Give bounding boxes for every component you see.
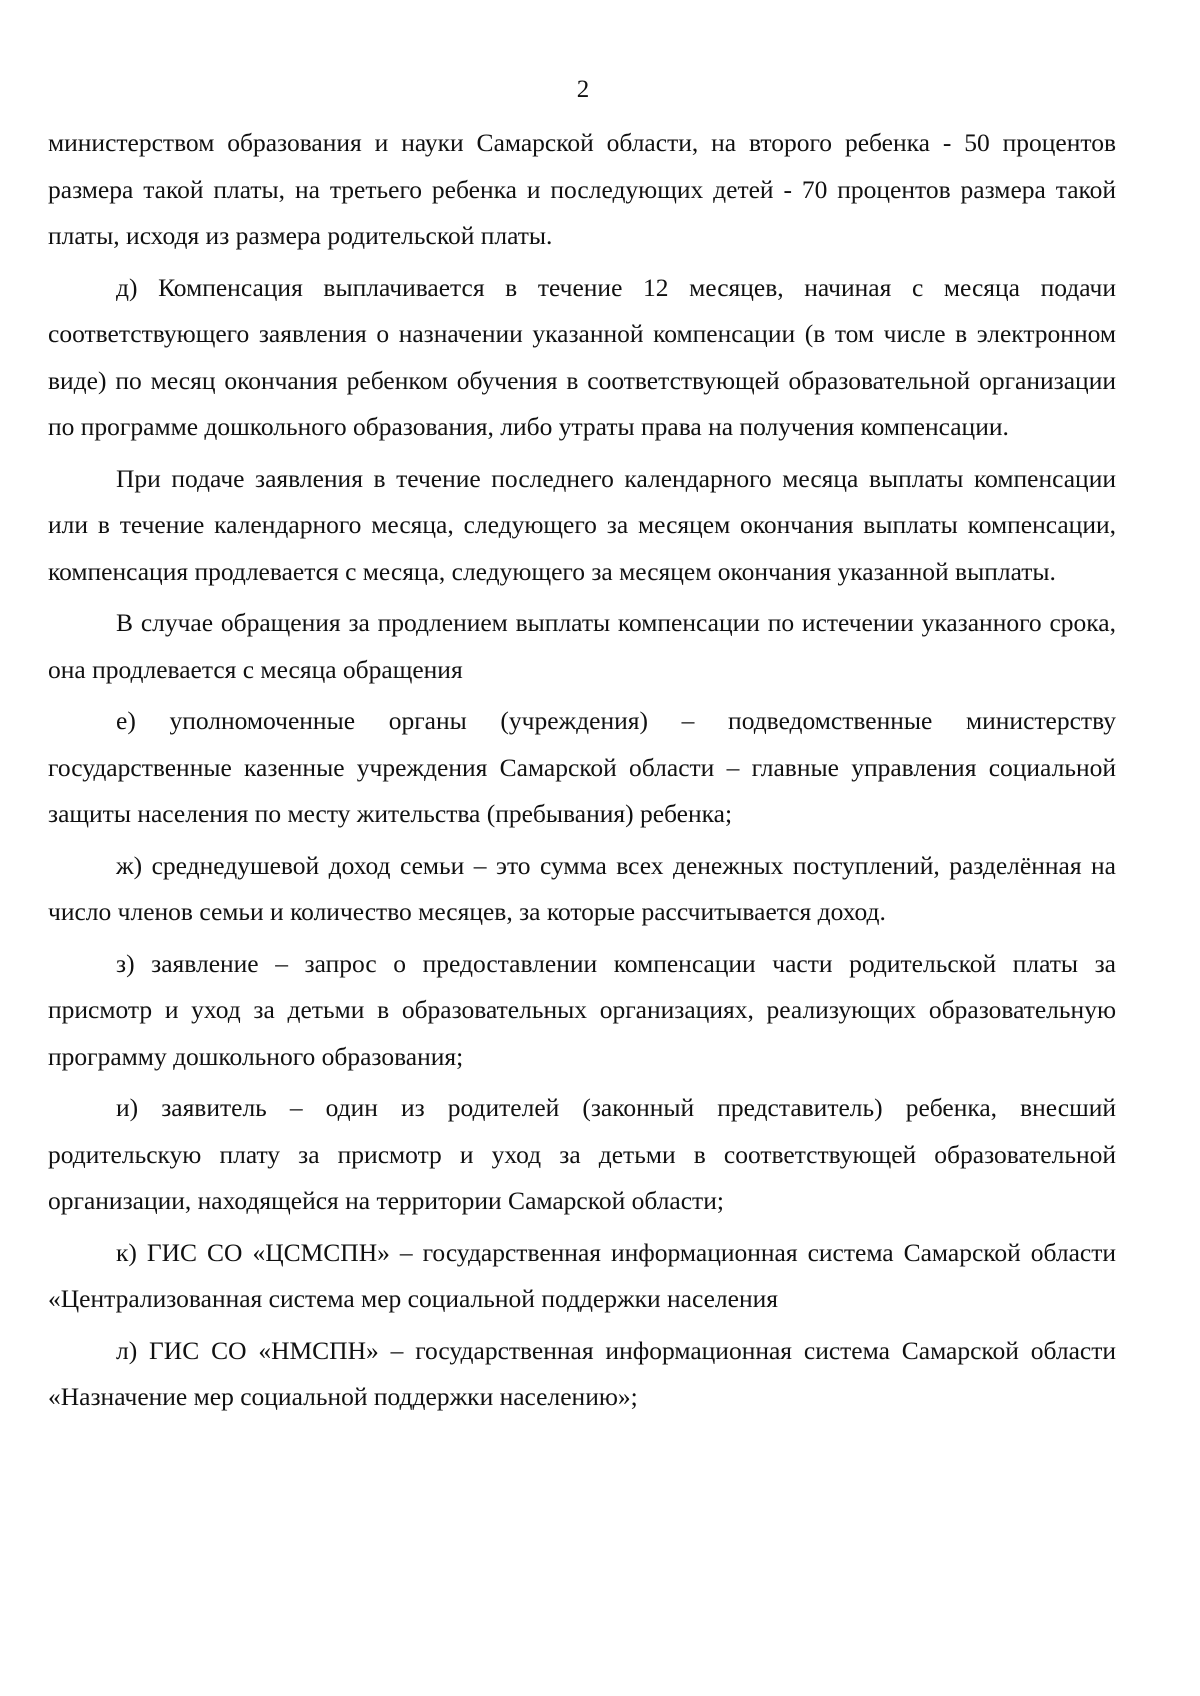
paragraph-e-authorized-bodies: е) уполномоченные органы (учреждения) – подведомственные министерству государственные казенные учреждения Самарской области – главные управления социальной защиты населения по месту жительства (пребывания) ребенка; [48, 706, 1116, 828]
paragraph-k-gis-csmspn: к) ГИС СО «ЦСМСПН» – государственная информационная система Самарской области «Централизованная система мер социальной поддержки населения [48, 1237, 1116, 1313]
paragraph-l-gis-nmspn: л) ГИС СО «НМСПН» – государственная информационная система Самарской области «Назначение мер социальной поддержки населению»; [48, 1335, 1116, 1411]
paragraph-z-application: з) заявление – запрос о предоставлении компенсации части родительской платы за присмотр и уход за детьми в образовательных организациях, реализующих образовательную программу дошкольного образования; [48, 948, 1116, 1071]
paragraph-application-extension: При подаче заявления в течение последнего календарного месяца выплаты компенсации или в течение календарного месяца, следующего за месяцем окончания выплаты компенсации, компенсация продлевается с месяца, следующего за месяцем окончания указанной выплаты. [48, 463, 1116, 586]
paragraph-i-applicant: и) заявитель – один из родителей (законный представитель) ребенка, внесший родительскую плату за присмотр и уход за детьми в соответствующей образовательной организации, находящейся на территории Самарской области; [48, 1093, 1116, 1215]
paragraph-zh-average-income: ж) среднедушевой доход семьи – это сумма всех денежных поступлений, разделённая на число членов семьи и количество месяцев, за которые рассчитывается доход. [48, 850, 1116, 926]
paragraph-continuation: министерством образования и науки Самарской области, на второго ребенка - 50 процентов размера такой платы, на третьего ребенка и последующих детей - 70 процентов размера такой платы, исходя из размера родительской платы. [48, 128, 1116, 250]
page-number: 2 [576, 76, 590, 103]
paragraph-d-compensation-period: д) Компенсация выплачивается в течение 12 месяцев, начиная с месяца подачи соответствующего заявления о назначении указанной компенсации (в том числе в электронном виде) по месяц окончания ребенком обучения в соответствующей образовательной организации по программе дошкольного образования, либо утраты права на получения компенсации. [48, 272, 1116, 441]
paragraph-late-extension: В случае обращения за продлением выплаты компенсации по истечении указанного срока, она продлевается с месяца обращения [48, 608, 1116, 684]
document-body [48, 120, 1116, 1426]
